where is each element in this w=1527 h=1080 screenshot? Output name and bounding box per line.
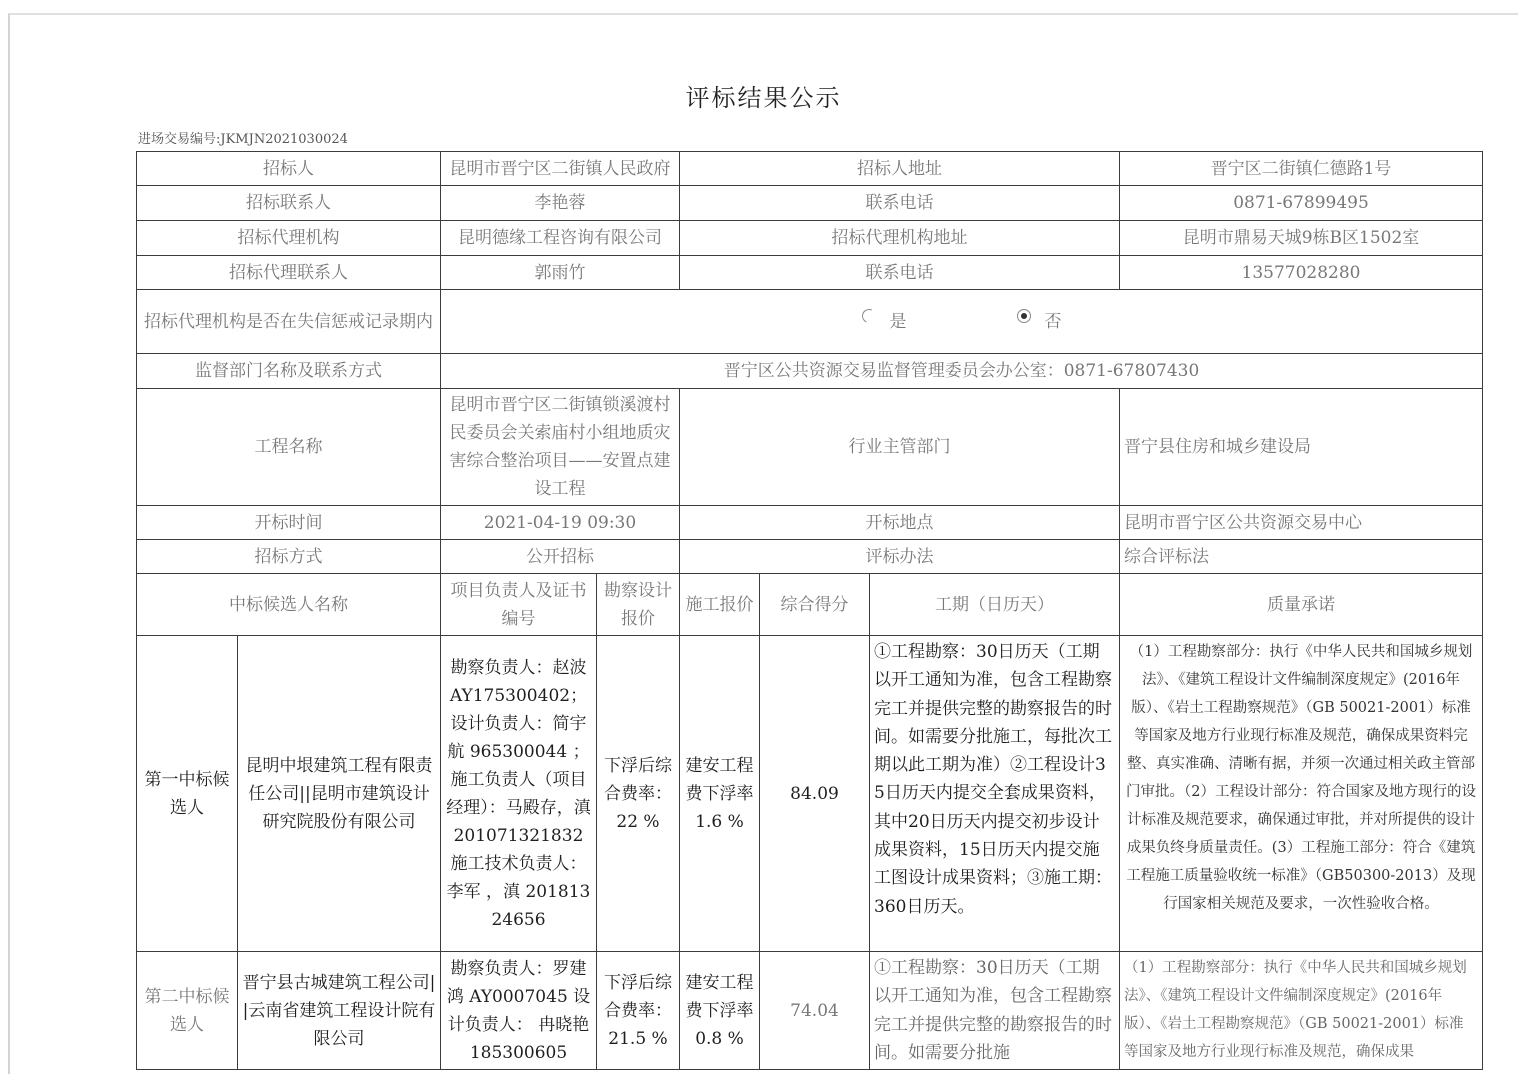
- tenderer-value: 昆明市晋宁区二街镇人民政府: [441, 152, 680, 186]
- dishonest-yes-label: 是: [889, 311, 907, 332]
- candidate-1-survey-price: 下浮后综合费率： 22 %: [597, 636, 680, 952]
- agency-phone-label: 联系电话: [680, 256, 1120, 290]
- row-agency-contact: [137, 256, 1483, 290]
- candidate-1-manager: 勘察负责人：赵波 AY175300402；设计负责人：简宇航 965300044 ；施工负责人（项目经理）：马殿存，滇 201071321832 施工技术负责人：李军 ，滇 20181324656: [441, 636, 597, 952]
- page-edge: [8, 13, 1518, 15]
- candidate-2-quality: （1）工程勘察部分：执行《中华人民共和国城乡规划法》、《建筑工程设计文件编制深度规定》(2016年版）、《岩土工程勘察规范》（GB 50021-2001）标准等国家及地方行业现行标准及规范，确保成果: [1120, 952, 1483, 1070]
- bid-header-row: [137, 574, 1483, 636]
- candidate-2-survey-price: 下浮后综合费率： 21.5 %: [597, 952, 680, 1070]
- row-dishonest: [137, 290, 1483, 354]
- header-build-price: 施工报价: [680, 574, 760, 636]
- candidate-2-rank: 第二中标候选人: [137, 952, 238, 1070]
- agency-address-value: 昆明市鼎易天城9栋B区1502室: [1120, 221, 1483, 256]
- tender-contact-label: 招标联系人: [137, 186, 441, 221]
- row-method: [137, 540, 1483, 574]
- project-name-label: 工程名称: [137, 389, 441, 506]
- row-supervisor: [137, 354, 1483, 389]
- dishonest-option-no[interactable]: [1017, 308, 1062, 336]
- agency-phone-value: 13577028280: [1120, 256, 1483, 290]
- candidate-2-score: 74.04: [760, 952, 870, 1070]
- dishonest-option-yes[interactable]: [862, 308, 907, 336]
- project-name-value: 昆明市晋宁区二街镇锁溪渡村民委员会关索庙村小组地质灾害综合整治项目——安置点建设工程: [441, 389, 680, 506]
- tender-phone-value: 0871-67899495: [1120, 186, 1483, 221]
- candidate-2-name: 晋宁县古城建筑工程公司||云南省建筑工程设计院有限公司: [238, 952, 441, 1070]
- tenderer-address-label: 招标人地址: [680, 152, 1120, 186]
- radio-unchecked-icon: [860, 307, 878, 325]
- supervisor-label: 监督部门名称及联系方式: [137, 354, 441, 389]
- tenderer-label: 招标人: [137, 152, 441, 186]
- row-tender-contact: [137, 186, 1483, 221]
- tenderer-address-value: 晋宁区二街镇仁德路1号: [1120, 152, 1483, 186]
- candidate-1-period: ①工程勘察：30日历天（工期以开工通知为准，包含工程勘察完工并提供完整的勘察报告的时间。如需要分批施工，每批次工期以此工期为准）②工程设计35日历天内提交全套成果资料，其中20日历天内提交初步设计成果资料，15日历天内提交施工图设计成果资料；③施工期：360日历天。: [870, 636, 1120, 952]
- dishonest-radio-group: [445, 308, 1478, 336]
- eval-method-label: 评标办法: [680, 540, 1120, 574]
- open-time-value: 2021-04-19 09:30: [441, 506, 680, 540]
- row-project: [137, 389, 1483, 506]
- trade-code: 进场交易编号:JKMJN2021030024: [138, 132, 348, 147]
- agency-contact-value: 郭雨竹: [441, 256, 680, 290]
- candidate-row-2: [137, 952, 1483, 1070]
- row-open: [137, 506, 1483, 540]
- candidate-1-rank: 第一中标候选人: [137, 636, 238, 952]
- agency-value: 昆明德缘工程咨询有限公司: [441, 221, 680, 256]
- industry-dept-label: 行业主管部门: [680, 389, 1120, 506]
- tender-method-label: 招标方式: [137, 540, 441, 574]
- industry-dept-value: 晋宁县住房和城乡建设局: [1120, 389, 1483, 506]
- agency-label: 招标代理机构: [137, 221, 441, 256]
- agency-contact-label: 招标代理联系人: [137, 256, 441, 290]
- supervisor-value: 晋宁区公共资源交易监督管理委员会办公室：0871-67807430: [441, 354, 1483, 389]
- dishonest-no-label: 否: [1044, 311, 1062, 332]
- candidate-2-build-price: 建安工程费下浮率 0.8 %: [680, 952, 760, 1070]
- candidate-1-name: 昆明中垠建筑工程有限责任公司||昆明市建筑设计研究院股份有限公司: [238, 636, 441, 952]
- candidate-2-period: ①工程勘察：30日历天（工期以开工通知为准，包含工程勘察完工并提供完整的勘察报告的时间。如需要分批施: [870, 952, 1120, 1070]
- page-edge: [8, 14, 10, 1074]
- candidate-1-quality: （1）工程勘察部分：执行《中华人民共和国城乡规划法》、《建筑工程设计文件编制深度规定》(2016年版）、《岩土工程勘察规范》（GB 50021-2001）标准等国家及地方行业现行标准及规范，确保成果资料完整、真实准确、清晰有据，并须一次通过相关政主管部门审批。（2）工程设计部分：符合国家及地方现行的设计标准及规范要求，确保通过审批，并对所提供的设计成果负终身质量责任。(3）工程施工部分：符合《建筑工程施工质量验收统一标准》（GB50300-2013）及现行国家相关规范及要求，一次性验收合格。: [1120, 636, 1483, 952]
- header-survey-price: 勘察设计报价: [597, 574, 680, 636]
- radio-checked-icon: [1017, 309, 1031, 323]
- header-manager: 项目负责人及证书编号: [441, 574, 597, 636]
- dishonest-label: 招标代理机构是否在失信惩戒记录期内: [137, 290, 441, 354]
- open-place-value: 昆明市晋宁区公共资源交易中心: [1120, 506, 1483, 540]
- open-place-label: 开标地点: [680, 506, 1120, 540]
- header-candidate: 中标候选人名称: [137, 574, 441, 636]
- row-agency: [137, 221, 1483, 256]
- candidate-1-build-price: 建安工程费下浮率 1.6 %: [680, 636, 760, 952]
- header-score: 综合得分: [760, 574, 870, 636]
- candidate-1-score: 84.09: [760, 636, 870, 952]
- header-quality: 质量承诺: [1120, 574, 1483, 636]
- candidate-row-1: [137, 636, 1483, 952]
- bid-result-table: [136, 151, 1483, 1070]
- document-title: 评标结果公示: [685, 84, 842, 112]
- dishonest-choice: [441, 290, 1483, 354]
- candidate-2-manager: 勘察负责人：罗建鸿 AY0007045 设计负责人： 冉晓艳 185300605: [441, 952, 597, 1070]
- header-period: 工期（日历天）: [870, 574, 1120, 636]
- agency-address-label: 招标代理机构地址: [680, 221, 1120, 256]
- tender-method-value: 公开招标: [441, 540, 680, 574]
- tender-contact-value: 李艳蓉: [441, 186, 680, 221]
- eval-method-value: 综合评标法: [1120, 540, 1483, 574]
- open-time-label: 开标时间: [137, 506, 441, 540]
- row-tenderer: [137, 152, 1483, 186]
- tender-phone-label: 联系电话: [680, 186, 1120, 221]
